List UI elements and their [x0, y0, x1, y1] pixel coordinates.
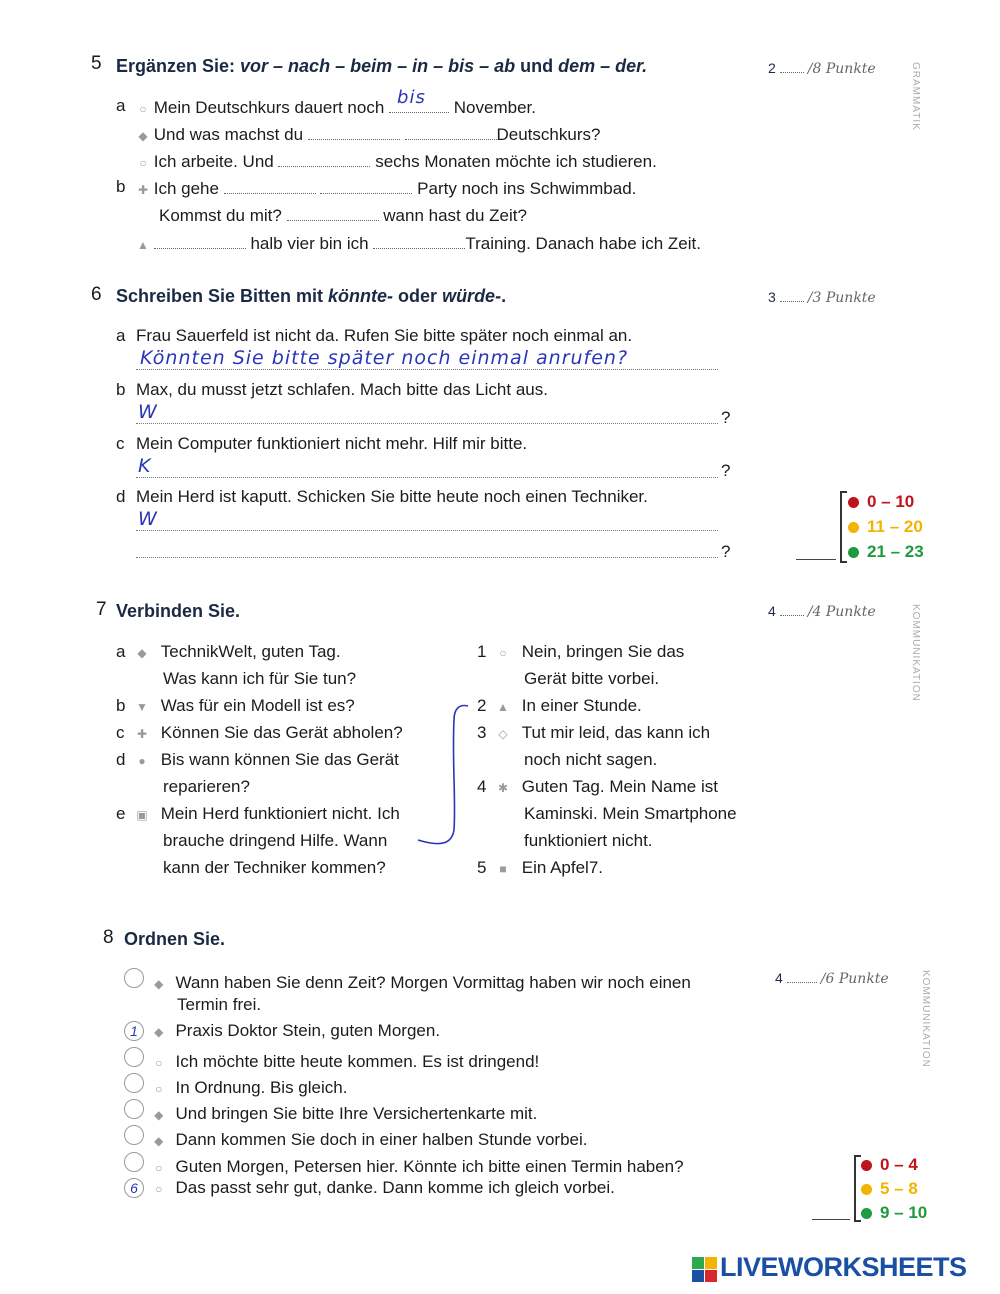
- ex6-prompt-d: Mein Herd ist kaputt. Schicken Sie bitte heute noch einen Techniker.: [136, 487, 648, 506]
- circle-symbol-icon: ○: [155, 1082, 163, 1096]
- item-letter: a: [116, 326, 126, 345]
- match-text: reparieren?: [163, 777, 250, 796]
- score-max: /3 Punkte: [807, 290, 876, 306]
- red-dot-icon: [861, 1160, 872, 1171]
- answer-field[interactable]: [154, 232, 246, 249]
- match-text: funktioniert nicht.: [524, 831, 653, 850]
- order-number-field[interactable]: [124, 1073, 144, 1093]
- legend-text: 0 – 4: [880, 1155, 918, 1174]
- item-letter: b: [116, 177, 126, 196]
- exercise-8-title: Ordnen Sie.: [124, 929, 226, 949]
- exercise-8-score: [775, 970, 889, 987]
- order-text: Termin frei.: [177, 995, 262, 1014]
- match-text: Ein Apfel7.: [521, 858, 604, 877]
- order-number-field[interactable]: [124, 1125, 144, 1145]
- item-number: 5: [477, 858, 487, 877]
- line-text: Party noch ins Schwimmbad.: [417, 179, 637, 198]
- ex5-line-6: [137, 232, 701, 255]
- hollow-diamond-symbol-icon: ◇: [498, 727, 508, 741]
- order-text: Das passt sehr gut, danke. Dann komme ich gleich vorbei.: [175, 1178, 615, 1197]
- match-text: In einer Stunde.: [521, 696, 642, 715]
- side-label-kommunikation: KOMMUNIKATION: [920, 970, 931, 1068]
- match-right-4[interactable]: [477, 777, 718, 798]
- line-text: Und was machst du: [153, 125, 304, 144]
- circle-symbol-icon: ○: [139, 156, 147, 170]
- line-text: Training. Danach habe ich Zeit.: [465, 234, 701, 253]
- ex5-line-3: [137, 150, 657, 173]
- title-words: dem – der.: [558, 56, 648, 76]
- match-left-a[interactable]: [116, 642, 341, 663]
- match-text: Bis wann können Sie das Gerät: [160, 750, 399, 769]
- score-value[interactable]: 3: [768, 289, 776, 305]
- brand-name: LIVEWORKSHEETS: [720, 1252, 967, 1282]
- score-max: /4 Punkte: [807, 604, 876, 620]
- order-text: Und bringen Sie bitte Ihre Versichertenkarte mit.: [175, 1104, 538, 1123]
- match-text: noch nicht sagen.: [524, 750, 658, 769]
- question-mark: ?: [721, 408, 731, 427]
- match-text: Mein Herd funktioniert nicht. Ich: [160, 804, 400, 823]
- legend-text: 0 – 10: [867, 492, 915, 511]
- match-right-3[interactable]: [477, 723, 710, 744]
- green-dot-icon: [861, 1208, 872, 1219]
- match-left-d[interactable]: [116, 750, 399, 771]
- answer-line[interactable]: [136, 422, 718, 424]
- order-text: Wann haben Sie denn Zeit? Morgen Vormittag haben wir noch einen: [175, 973, 691, 992]
- legend-text: 5 – 8: [880, 1179, 918, 1198]
- legend-yellow: [848, 517, 923, 537]
- handwritten-answer: K: [138, 455, 152, 477]
- answer-field[interactable]: [308, 123, 400, 140]
- item-letter: b: [116, 380, 126, 399]
- title-text: Schreiben Sie Bitten mit: [116, 286, 329, 306]
- legend-green: [861, 1203, 927, 1223]
- order-text: Ich möchte bitte heute kommen. Es ist dringend!: [175, 1052, 540, 1071]
- question-mark: ?: [721, 461, 731, 480]
- item-letter: e: [116, 804, 126, 823]
- order-item: [124, 1073, 347, 1099]
- ex6-prompt-b: Max, du musst jetzt schlafen. Mach bitte das Licht aus.: [136, 380, 548, 399]
- match-right-5[interactable]: [477, 858, 603, 879]
- legend-bracket: [854, 1155, 861, 1222]
- match-text: Kaminski. Mein Smartphone: [524, 804, 737, 823]
- diamond-symbol-icon: ◆: [154, 1134, 164, 1148]
- handwritten-answer: bis: [397, 87, 426, 108]
- circle-symbol-icon: ○: [155, 1161, 163, 1175]
- ex5-line-5: [159, 204, 527, 226]
- order-item: [124, 1021, 440, 1042]
- order-number-field[interactable]: [124, 1047, 144, 1067]
- side-label-grammatik: GRAMMATIK: [910, 62, 921, 131]
- title-text: oder: [393, 286, 443, 306]
- match-text: brauche dringend Hilfe. Wann: [163, 831, 388, 850]
- item-number: 3: [477, 723, 487, 742]
- exercise-5-number: 5: [91, 53, 102, 74]
- score-max: /6 Punkte: [820, 971, 889, 987]
- item-letter: d: [116, 487, 126, 506]
- legend-text: 9 – 10: [880, 1203, 928, 1222]
- score-value[interactable]: 2: [768, 60, 776, 76]
- filled-circle-symbol-icon: ●: [138, 754, 146, 768]
- score-value[interactable]: 4: [775, 970, 783, 986]
- diamond-symbol-icon: ◆: [154, 1025, 164, 1039]
- triangle-symbol-icon: ▲: [137, 238, 149, 252]
- match-text: Gerät bitte vorbei.: [524, 669, 660, 688]
- item-letter: b: [116, 696, 126, 715]
- answer-field[interactable]: [373, 232, 465, 249]
- yellow-dot-icon: [861, 1184, 872, 1195]
- match-text: Was für ein Modell ist es?: [160, 696, 355, 715]
- item-letter: a: [116, 96, 126, 115]
- match-text: Tut mir leid, das kann ich: [521, 723, 711, 742]
- title-text: und: [515, 56, 559, 76]
- item-number: 4: [477, 777, 487, 796]
- square-symbol-icon: ▣: [136, 808, 148, 822]
- title-text: .: [501, 286, 507, 306]
- answer-field[interactable]: [287, 204, 379, 221]
- answer-field[interactable]: [320, 177, 412, 194]
- order-number-field[interactable]: 1: [124, 1021, 144, 1041]
- item-letter: d: [116, 750, 126, 769]
- total-score-line[interactable]: [796, 558, 836, 560]
- ex6-prompt-c: Mein Computer funktioniert nicht mehr. Hilf mir bitte.: [136, 434, 528, 453]
- match-left-e[interactable]: [116, 804, 400, 825]
- ex5-line-4: [137, 177, 636, 200]
- order-text: Guten Morgen, Petersen hier. Könnte ich bitte einen Termin haben?: [175, 1157, 684, 1176]
- title-text: Ergänzen Sie:: [116, 56, 241, 76]
- red-dot-icon: [848, 497, 859, 508]
- answer-field[interactable]: [389, 87, 449, 113]
- circle-symbol-icon: ○: [499, 646, 507, 660]
- exercise-5-score: [768, 60, 876, 77]
- match-text: Nein, bringen Sie das: [521, 642, 685, 661]
- handwritten-answer: W: [138, 508, 158, 530]
- legend-yellow: [861, 1179, 918, 1199]
- item-letter: c: [116, 723, 125, 742]
- handwritten-answer: W: [138, 401, 158, 423]
- answer-line[interactable]: [136, 529, 718, 531]
- order-item: [124, 1125, 588, 1151]
- title-words: könnte-: [328, 286, 394, 306]
- legend-bracket: [840, 491, 847, 563]
- order-item: [124, 1152, 684, 1178]
- title-words: würde-: [442, 286, 502, 306]
- match-text: Was kann ich für Sie tun?: [163, 669, 357, 688]
- circle-symbol-icon: ○: [139, 102, 147, 116]
- triangle-symbol-icon: ▲: [497, 700, 509, 714]
- line-text: Ich gehe: [153, 179, 219, 198]
- match-left-b[interactable]: [116, 696, 355, 717]
- legend-text: 21 – 23: [867, 542, 924, 561]
- order-number-field[interactable]: [124, 1152, 144, 1172]
- diamond-symbol-icon: ◆: [137, 646, 147, 660]
- line-text: wann hast du Zeit?: [383, 206, 527, 225]
- line-text: halb vier bin ich: [250, 234, 369, 253]
- order-text: Praxis Doktor Stein, guten Morgen.: [175, 1021, 441, 1040]
- legend-green: [848, 542, 924, 562]
- exercise-6-number: 6: [91, 284, 102, 305]
- match-right-2[interactable]: [477, 696, 642, 717]
- item-number: 1: [477, 642, 487, 661]
- line-text: sechs Monaten möchte ich studieren.: [375, 152, 657, 171]
- cross-symbol-icon: ✚: [136, 727, 148, 741]
- filled-square-symbol-icon: ■: [499, 862, 507, 876]
- answer-field[interactable]: [224, 177, 316, 194]
- score-value[interactable]: 4: [768, 603, 776, 619]
- answer-field[interactable]: [405, 123, 497, 140]
- order-item: [124, 1099, 537, 1125]
- ex6-prompt-a: Frau Sauerfeld ist nicht da. Rufen Sie bitte später noch einmal an.: [136, 326, 633, 345]
- order-item: [124, 1047, 539, 1073]
- match-left-c[interactable]: [116, 723, 403, 744]
- legend-text: 11 – 20: [867, 517, 923, 536]
- liveworksheets-logo-icon: [692, 1257, 718, 1283]
- question-mark: ?: [721, 542, 731, 561]
- exercise-8-number: 8: [103, 927, 114, 948]
- side-label-kommunikation: KOMMUNIKATION: [910, 604, 921, 702]
- score-max: /8 Punkte: [807, 61, 876, 77]
- order-number-field[interactable]: 6: [124, 1178, 144, 1198]
- item-letter: a: [116, 642, 126, 661]
- diamond-symbol-icon: ◆: [138, 129, 148, 143]
- order-text: Dann kommen Sie doch in einer halben Stunde vorbei.: [175, 1130, 588, 1149]
- order-number-field[interactable]: [124, 968, 144, 988]
- exercise-6-title: [116, 286, 506, 307]
- total-score-line[interactable]: [812, 1218, 850, 1220]
- match-text: TechnikWelt, guten Tag.: [160, 642, 341, 661]
- match-connection-line: [410, 700, 480, 855]
- match-text: Können Sie das Gerät abholen?: [160, 723, 403, 742]
- order-item: [124, 968, 691, 994]
- handwritten-answer: Könnten Sie bitte später noch einmal anrufen?: [140, 347, 629, 369]
- match-text: Guten Tag. Mein Name ist: [521, 777, 718, 796]
- yellow-dot-icon: [848, 522, 859, 533]
- circle-symbol-icon: ○: [155, 1182, 163, 1196]
- circle-symbol-icon: ○: [155, 1056, 163, 1070]
- title-words: vor – nach – beim – in – bis – ab: [240, 56, 516, 76]
- line-text: November.: [453, 98, 536, 117]
- answer-field[interactable]: [278, 150, 370, 167]
- exercise-7-number: 7: [96, 599, 107, 620]
- diamond-symbol-icon: ◆: [154, 1108, 164, 1122]
- match-text: kann der Techniker kommen?: [163, 858, 386, 877]
- legend-red: [848, 492, 914, 512]
- answer-line[interactable]: [136, 556, 718, 558]
- answer-line[interactable]: [136, 476, 718, 478]
- exercise-7-score: [768, 603, 876, 620]
- exercise-5-title: [116, 56, 647, 77]
- order-number-field[interactable]: [124, 1099, 144, 1119]
- ex5-line-1: [137, 87, 536, 119]
- green-dot-icon: [848, 547, 859, 558]
- ex5-line-2: [137, 123, 600, 146]
- order-text: In Ordnung. Bis gleich.: [175, 1078, 348, 1097]
- cross-symbol-icon: ✚: [137, 183, 149, 197]
- item-number: 2: [477, 696, 487, 715]
- line-text: Mein Deutschkurs dauert noch: [153, 98, 385, 117]
- item-letter: c: [116, 434, 125, 453]
- order-item: [124, 1178, 615, 1199]
- line-text: Ich arbeite. Und: [153, 152, 274, 171]
- legend-red: [861, 1155, 918, 1175]
- exercise-6-score: [768, 289, 876, 306]
- line-text: Deutschkurs?: [496, 125, 601, 144]
- exercise-7-title: Verbinden Sie.: [116, 601, 241, 621]
- down-triangle-symbol-icon: ▼: [136, 700, 148, 714]
- line-text: Kommst du mit?: [159, 206, 282, 225]
- match-right-1[interactable]: [477, 642, 684, 663]
- star-symbol-icon: ✱: [497, 781, 509, 795]
- diamond-symbol-icon: ◆: [154, 977, 164, 991]
